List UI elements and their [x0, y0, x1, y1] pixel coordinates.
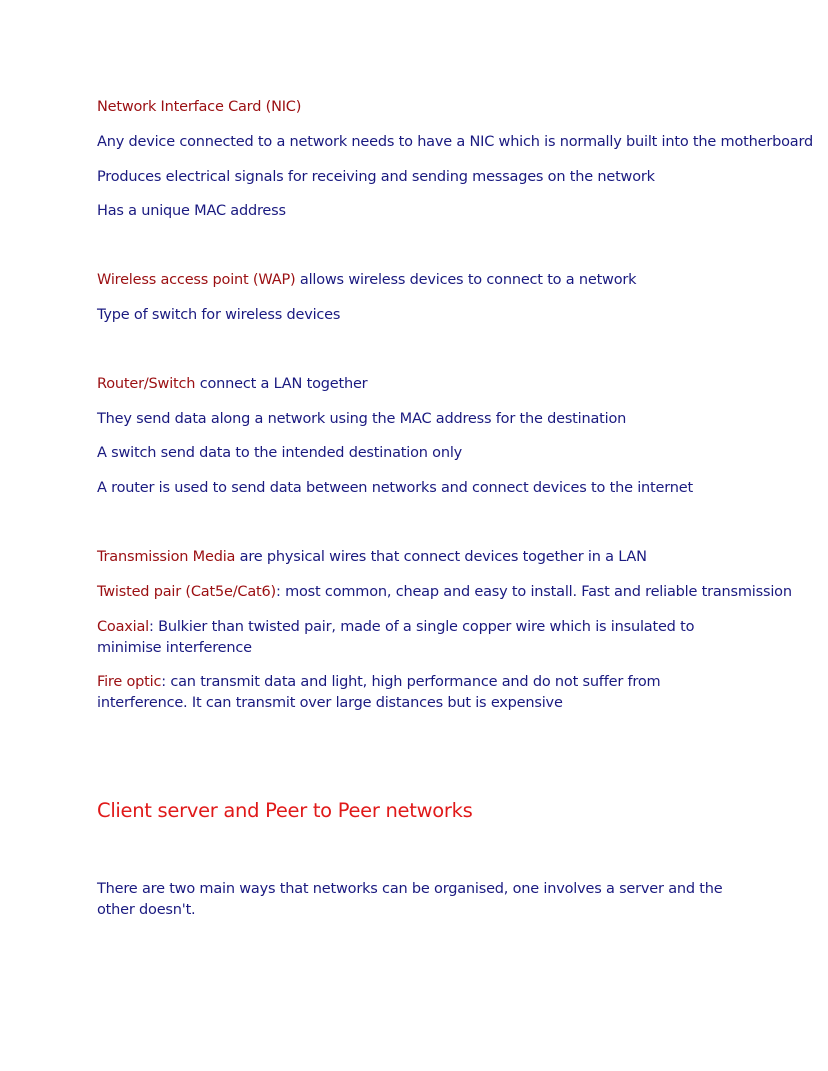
router-description: connect a LAN together — [195, 376, 368, 392]
media-twisted-pair — [97, 582, 792, 603]
wap-point-1: Type of switch for wireless devices — [97, 307, 341, 323]
coaxial-description: : Bulkier than twisted pair, made of a single copper wire which is insulated to minimise interference — [97, 619, 695, 656]
media-coaxial — [97, 617, 727, 659]
media-intro-description: are physical wires that connect devices together in a LAN — [235, 549, 647, 565]
coaxial-term: Coaxial — [97, 619, 150, 635]
twisted-pair-term: Twisted pair (Cat5e/Cat6) — [97, 584, 276, 600]
nic-title: Network Interface Card (NIC) — [97, 99, 302, 115]
router-term: Router/Switch — [97, 376, 196, 392]
router-point-1: They send data along a network using the MAC address for the destination — [97, 411, 627, 427]
nic-point-3: Has a unique MAC address — [97, 203, 286, 219]
router-point-2: A switch send data to the intended destination only — [97, 445, 463, 461]
wap-term: Wireless access point (WAP) — [97, 272, 296, 288]
fibre-optic-term: Fire optic — [97, 674, 162, 690]
nic-point-2: Produces electrical signals for receiving and sending messages on the network — [97, 169, 655, 185]
twisted-pair-description: : most common, cheap and easy to install. Fast and reliable transmission — [275, 584, 792, 600]
wap-description: allows wireless devices to connect to a network — [295, 272, 637, 288]
section-heading: Client server and Peer to Peer networks — [97, 799, 473, 822]
media-fibre-optic — [97, 672, 727, 714]
nic-point-1: Any device connected to a network needs to have a NIC which is normally built into the motherboard — [97, 134, 813, 150]
media-intro-term: Transmission Media — [97, 549, 236, 565]
router-point-3: A router is used to send data between networks and connect devices to the internet — [97, 480, 693, 496]
wap-line — [97, 270, 737, 291]
media-intro — [97, 547, 737, 568]
router-line — [97, 374, 737, 395]
fibre-optic-description: : can transmit data and light, high performance and do not suffer from interference. It can transmit over large distances but is expensive — [97, 674, 661, 711]
section-body: There are two main ways that networks can be organised, one involves a server and the other doesn't. — [97, 881, 723, 918]
